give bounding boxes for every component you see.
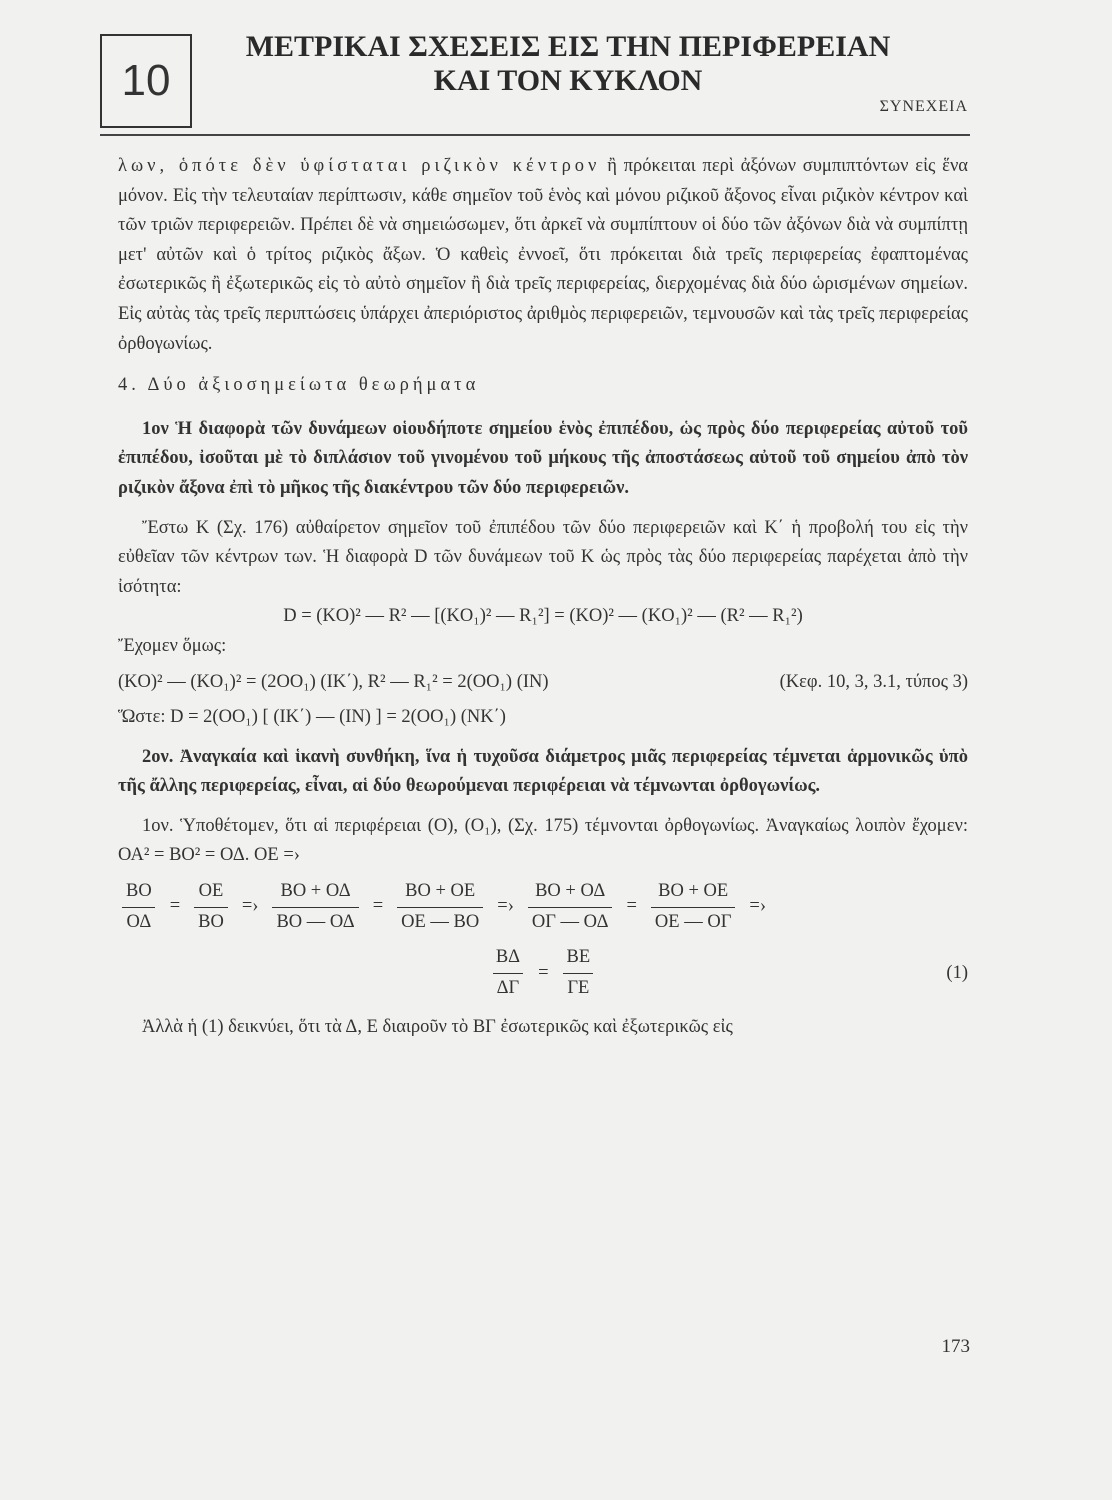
fraction-2-numerator: ΟΕ <box>198 881 224 902</box>
page-body <box>118 152 968 1043</box>
fraction-chain <box>118 877 968 937</box>
fraction-6-denominator: ΟΕ — ΟΓ <box>651 907 735 938</box>
fraction-6 <box>651 877 735 937</box>
equals-sign: = <box>372 896 384 917</box>
equals-sign: = <box>169 896 181 917</box>
paragraph-5: Ἀλλὰ ἡ (1) δεικνύει, ὅτι τὰ Δ, Ε διαιροῦν τὸ ΒΓ ἐσωτερικῶς καὶ ἐξωτερικῶς εἰς <box>142 1017 733 1038</box>
equation-2-reference: (Κεφ. 10, 3, 3.1, τύπος 3) <box>779 671 968 692</box>
equation-3: Ὥστε: D = 2(OO₁) [ (IK΄) — (IN) ] = 2(OO₁) (NK΄) <box>118 707 506 728</box>
final-fraction-1-numerator: ΒΔ <box>495 947 521 968</box>
equals-sign: = <box>538 962 549 983</box>
final-fraction-1 <box>492 943 524 1003</box>
final-fraction-2-numerator: ΒΕ <box>566 947 591 968</box>
fraction-5-numerator: ΒΟ + ΟΔ <box>535 881 606 902</box>
fraction-1-denominator: ΟΔ <box>122 907 155 938</box>
theorem-1: 1ον Ἡ διαφορὰ τῶν δυνάμεων οἱουδήποτε σημείου ἑνὸς ἐπιπέδου, ὡς πρὸς δύο περιφερείας αὐτοῦ τοῦ ἐπιπέδου, ἰσοῦται μὲ τὸ διπλάσιον τοῦ γινομένου τοῦ μήκους τῆς ἀποστάσεως αὐτοῦ τοῦ σημείου ἀπὸ τὸν ριζικὸν ἄξονα ἐπὶ τὸ μῆκος τῆς διακέντρου τῶν δύο περιφερειῶν. <box>118 418 968 498</box>
chapter-number-box: 10 <box>100 34 192 128</box>
final-equation <box>118 943 968 1003</box>
fraction-5-denominator: ΟΓ — ΟΔ <box>528 907 613 938</box>
fraction-2-denominator: ΒΟ <box>194 907 228 938</box>
final-fraction-2-denominator: ΓΕ <box>563 973 593 1004</box>
section-heading: 4. Δύο ἀξιοσημείωτα θεωρήματα <box>118 375 480 396</box>
equation-2-formula: (KO)² — (KO₁)² = (2OO₁) (IK΄), R² — R₁² = 2(OO₁) (IN) <box>118 671 549 692</box>
implies-arrow: =› <box>241 896 259 917</box>
equals-sign: = <box>626 896 637 917</box>
final-fraction-2 <box>563 943 595 1003</box>
paragraph-4: 1ον. Ὑποθέτομεν, ὅτι αἱ περιφέρειαι (Ο), (Ο₁), (Σχ. 175) τέμνονται ὀρθογωνίως. Ἀναγκαίως λοιπὸν ἔχομεν: ΟΑ² = ΒΟ² = ΟΔ. ΟΕ =› <box>118 815 968 866</box>
continuation-label: ΣΥΝΕΧΕΙΑ <box>879 98 968 115</box>
paragraph-1 <box>118 152 968 359</box>
equation-1: D = (KO)² — R² — [(KO₁)² — R₁²] = (KO)² — (KO₁)² — (R² — R₁²) <box>283 606 803 627</box>
equation-2 <box>118 668 968 698</box>
paragraph-2: Ἔστω Κ (Σχ. 176) αὐθαίρετον σημεῖον τοῦ ἐπιπέδου τῶν δύο περιφερειῶν καὶ Κ΄ ἡ προβολή του εἰς τὴν εὐθεῖαν τῶν κέντρων των. Ἡ διαφορὰ D τῶν δυνάμεων τοῦ Κ ὡς πρὸς τὰς δύο περιφερείας παρέχεται ἀπὸ τὴν ἰσότητα: <box>118 517 968 597</box>
paragraph-1-spaced: λων, ὁπότε δὲν ὑφίσταται ριζικὸν κέντρον <box>118 156 601 176</box>
fraction-2 <box>194 877 228 937</box>
header-rule <box>100 134 970 136</box>
fraction-3-numerator: ΒΟ + ΟΔ <box>280 881 351 902</box>
fraction-4-numerator: ΒΟ + ΟΕ <box>405 881 476 902</box>
implies-arrow: =› <box>749 896 766 917</box>
fraction-1-numerator: ΒΟ <box>126 881 152 902</box>
fraction-6-numerator: ΒΟ + ΟΕ <box>658 881 729 902</box>
fraction-4-denominator: ΟΕ — ΒΟ <box>397 907 483 938</box>
page-number: 173 <box>941 1336 970 1357</box>
paragraph-1-rest: ἢ πρόκειται περὶ ἀξόνων συμπιπτόντων εἰς ἕνα μόνον. Εἰς τὴν τελευταίαν περίπτωσιν, κάθε σημεῖον τοῦ ἑνὸς καὶ μόνου ριζικοῦ ἄξονος εἶναι ριζικὸν κέντρον καὶ τῶν τριῶν περιφερειῶν. Πρέπει δὲ νὰ σημειώσωμεν, ὅτι ἀρκεῖ νὰ συμπίπτουν οἱ δύο τῶν ἀξόνων διὰ νὰ συμπίπτῃ μετ' αὐτῶν καὶ ὁ τρίτος ριζικὸς ἄξων. Ὁ καθεὶς ἐννοεῖ, ὅτι πρόκειται διὰ τρεῖς περιφερείας ἐφαπτομένας ἐσωτερικῶς ἢ ἐξωτερικῶς εἰς τὸ αὐτὸ σημεῖον ἢ διὰ τρεῖς περιφερείας, διερχομένας διὰ δύο ὡρισμένων σημείων. Εἰς αὐτὰς τὰς τρεῖς περιπτώσεις ὑπάρχει ἀπεριόριστος ἀριθμὸς περιφερειῶν, τεμνουσῶν καὶ τὰς τρεῖς περιφερείας ὀρθογωνίως. <box>118 156 968 354</box>
fraction-4 <box>397 877 483 937</box>
chapter-title <box>228 30 908 98</box>
chapter-title-line-1: ΜΕΤΡΙΚΑΙ ΣΧΕΣΕΙΣ ΕΙΣ ΤΗΝ ΠΕΡΙΦΕΡΕΙΑΝ <box>245 30 891 63</box>
fraction-5 <box>528 877 613 937</box>
paragraph-3: Ἔχομεν ὅμως: <box>118 635 227 656</box>
implies-arrow: =› <box>497 896 514 917</box>
fraction-1 <box>122 877 156 937</box>
fraction-3 <box>272 877 358 937</box>
final-fraction-1-denominator: ΔΓ <box>493 973 524 1004</box>
chapter-title-line-2: ΚΑΙ ΤΟΝ ΚΥΚΛΟΝ <box>433 64 703 97</box>
equation-number: (1) <box>946 962 968 983</box>
theorem-2: 2ον. Ἀναγκαία καὶ ἱκανὴ συνθήκη, ἵνα ἡ τυχοῦσα διάμετρος μιᾶς περιφερείας τέμνεται ἁρμονικῶς ὑπὸ τῆς ἄλλης περιφερείας, εἶναι, αἱ δύο θεωρούμεναι περιφέρειαι νὰ τέμνωνται ὀρθογωνίως. <box>118 746 968 797</box>
fraction-3-denominator: ΒΟ — ΟΔ <box>272 907 358 938</box>
